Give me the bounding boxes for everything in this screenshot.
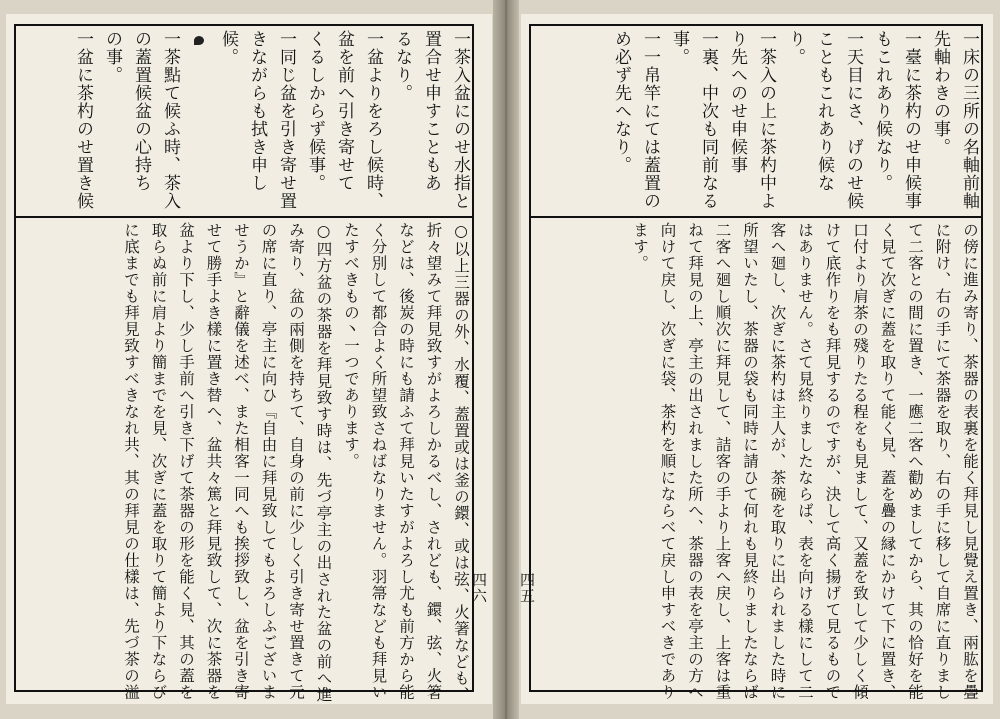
text-column: こともこれあり候な	[814, 30, 834, 192]
text-column: 一茶入盆にのせ水指と	[450, 30, 470, 210]
section-divider	[531, 216, 981, 218]
text-column: り先へのせ申候事	[727, 30, 747, 174]
text-column: 候。	[218, 30, 238, 66]
text-column: 向けて戻し、次ぎに袋、茶杓を順にならべて戻し申すべきであり	[658, 222, 677, 701]
text-column: くるしからず候事。	[305, 30, 325, 192]
text-column: 一天目にさ、げのせ候	[843, 30, 863, 210]
section-divider	[16, 216, 472, 218]
text-column: たすべきもの丶一つであります。	[342, 222, 360, 470]
right-top-section	[535, 30, 977, 212]
left-page-frame	[14, 24, 474, 703]
text-column: 盆を前へ引き寄せて	[334, 30, 354, 192]
text-column: せて勝手よき樣に置き替へ、盆共々篤と拜見致して、次に茶器を	[204, 222, 223, 701]
text-column: ねて拜見の上、亭主の出されました所へ、茶器の表を亭主の方へ	[686, 222, 704, 701]
text-column: み寄り、盆の兩側を持ちて、自身の前に少しく引き寄せ置きて元	[287, 222, 305, 701]
text-column: ます。	[631, 222, 649, 272]
text-column: 客へ廻し、次ぎに茶杓は主人が、茶碗を取りに出られました時に	[768, 222, 787, 701]
text-column: 盆より下し、少し手前へ引き下げて茶器の形を能く見、其の蓋を	[177, 222, 195, 701]
text-column: て二客との間に置き、一應二客へ勸めましてから、其の恰好を能	[906, 222, 924, 701]
text-column: ○以上三器の外、水覆、蓋置或は釜の鐶、或は弦、火箸なども、	[452, 222, 470, 703]
text-column: 一臺に茶杓のせ申候事	[901, 30, 921, 210]
text-column: もこれあり候なり。	[872, 30, 892, 192]
book-gutter	[493, 0, 519, 719]
text-column: ○四方盆の茶器を拜見致す時は、先づ亭主の出された盆の前へ進	[314, 222, 333, 703]
text-column: はありません。さて見終りましたならば、表を向ける樣にして二	[796, 222, 814, 701]
text-column: く分別して都合よく所望致さねばなりません。羽箒なども拜見い	[369, 222, 388, 701]
text-column: せうか』と辭儀を述べ、また相客一同へも挨拶致し、盆を引き寄	[232, 222, 250, 701]
text-column: 口付より肩茶の殘りたる程をも見まして、又蓋を致して少しく傾	[851, 222, 869, 701]
text-column: 一同じ盆を引き寄せ置	[276, 30, 296, 210]
right-bottom-section	[535, 222, 979, 701]
text-column: り。	[785, 30, 805, 66]
text-column: けて底作りをも拜見するのですが、決して高く揚げて見るもので	[823, 222, 842, 701]
page-number: 四六	[470, 572, 488, 604]
page-number: 四五	[518, 572, 536, 604]
text-column: 一一帛竿にては蓋置の	[640, 30, 660, 210]
left-bottom-section	[20, 222, 470, 703]
left-page	[6, 14, 492, 704]
text-column: に底までも拜見致すべきなれ共、其の拜見の仕樣は、先づ茶の溢	[122, 222, 140, 701]
text-column: の傍に進み寄り、茶器の表裏を能く拜見し見覺え置き、兩肱を疊	[961, 222, 979, 701]
text-column: の席に直り、亭主に向ひ『自由に拜見致してもよろしふございま	[259, 222, 278, 701]
text-column: 一裏、中次も同前なる	[698, 30, 718, 210]
text-column: の蓋置候盆の心持ち	[131, 30, 151, 192]
left-top-section	[20, 30, 468, 212]
text-column: め必ず先へなり。	[611, 30, 631, 174]
text-column: るなり。	[392, 30, 412, 102]
text-column: 一茶點て候ふ時、茶入	[160, 30, 180, 210]
right-page	[518, 14, 993, 704]
text-column: 置合せ申すこともあ	[421, 30, 441, 192]
text-column: きながらも拭き申し	[247, 30, 267, 192]
text-column: 事。	[669, 30, 689, 66]
text-column: 一盆に茶杓のせ置き候	[73, 30, 93, 210]
text-column: 取らぬ前に肩より簡までを見、次ぎに蓋を取りて簡より下ならび	[149, 222, 168, 701]
text-column: 一床の三所の名軸前軸	[959, 30, 979, 210]
text-column: 先軸わきの事。	[930, 30, 950, 156]
sumi-drop-icon	[194, 36, 204, 45]
ornament-column	[190, 30, 207, 212]
text-column: 一盆よりをろし候時、	[363, 30, 383, 210]
text-column: 所望いたし、茶器の袋も同時に請ひて何れも見終りましたならば	[741, 222, 759, 701]
text-column: 折々望みて拜見致すがよろしかるべし、されども、鐶、弦、火箸	[424, 222, 443, 701]
text-column: に附け、右の手にて茶器を取り、右の手に移して自席に直りまし	[933, 222, 952, 701]
text-column: などは、後炭の時にも請ふて拜見いたすがよろし尤も前方から能	[397, 222, 415, 701]
right-page-frame	[529, 24, 983, 701]
text-column: 二客へ廻し順次に拜見して、詰客の手より上客へ戻し、上客は重	[713, 222, 732, 701]
text-column: く見て次ぎに蓋を取りて能く見、蓋を疊の縁にかけて下に置き、	[878, 222, 897, 701]
text-column: 一茶入の上に茶杓中よ	[756, 30, 776, 210]
text-column: の事。	[102, 30, 122, 84]
